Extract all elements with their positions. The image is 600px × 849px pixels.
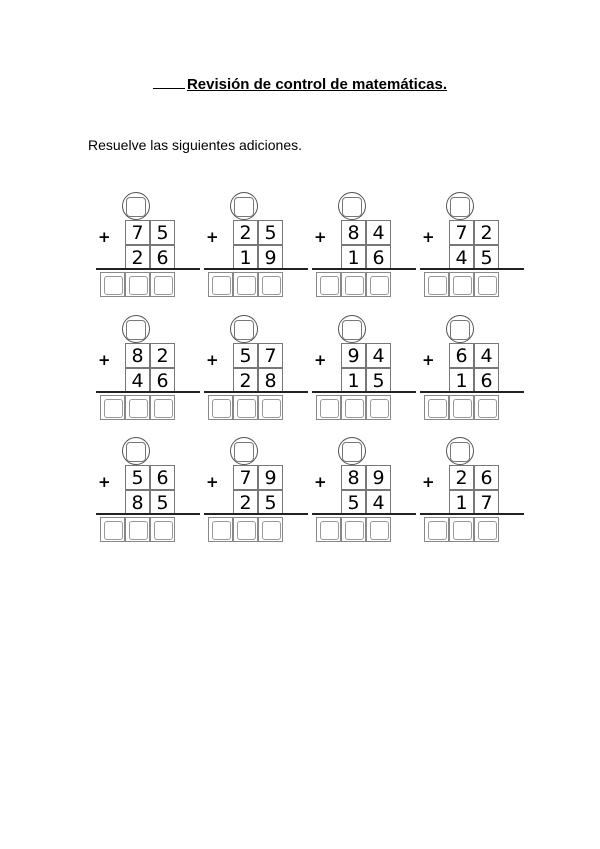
answer-box-inner[interactable] [428, 276, 447, 295]
plus-sign: + [422, 351, 435, 369]
answer-box-inner[interactable] [453, 399, 472, 418]
addend-bottom-digit: 4 [366, 490, 391, 515]
answer-box[interactable] [366, 395, 391, 420]
answer-box[interactable] [474, 272, 499, 297]
answer-box[interactable] [474, 517, 499, 542]
answer-box[interactable] [424, 395, 449, 420]
answer-box[interactable] [424, 272, 449, 297]
addend-bottom-digit: 1 [341, 368, 366, 393]
answer-box-inner[interactable] [345, 521, 364, 540]
answer-box-inner[interactable] [478, 521, 497, 540]
plus-sign: + [98, 351, 111, 369]
sum-line [312, 391, 416, 393]
carry-box[interactable] [234, 197, 254, 217]
answer-box[interactable] [316, 395, 341, 420]
addend-bottom-digit: 6 [150, 245, 175, 270]
carry-box[interactable] [450, 197, 470, 217]
answer-box[interactable] [208, 395, 233, 420]
addend-top-digit: 8 [341, 465, 366, 490]
addend-top-digit: 7 [233, 465, 258, 490]
carry-box[interactable] [234, 442, 254, 462]
addend-bottom-digit: 4 [449, 245, 474, 270]
sum-line [204, 268, 308, 270]
addend-bottom-digit: 5 [150, 490, 175, 515]
answer-box[interactable] [233, 395, 258, 420]
plus-sign: + [206, 228, 219, 246]
carry-box[interactable] [342, 442, 362, 462]
carry-box[interactable] [126, 442, 146, 462]
addition-problem [204, 315, 308, 437]
answer-box[interactable] [150, 395, 175, 420]
addend-top-digit: 9 [341, 343, 366, 368]
answer-box[interactable] [258, 517, 283, 542]
addend-bottom-digit: 9 [258, 245, 283, 270]
answer-box-inner[interactable] [104, 521, 123, 540]
addend-bottom-digit: 1 [449, 490, 474, 515]
addition-problem [420, 315, 524, 437]
plus-sign: + [314, 351, 327, 369]
addend-bottom-digit: 2 [233, 368, 258, 393]
addend-bottom-digit: 8 [258, 368, 283, 393]
addend-bottom-digit: 1 [449, 368, 474, 393]
addition-problem [96, 315, 200, 437]
carry-box[interactable] [450, 442, 470, 462]
addend-top-digit: 4 [366, 220, 391, 245]
answer-box-inner[interactable] [478, 276, 497, 295]
addend-bottom-digit: 6 [474, 368, 499, 393]
plus-sign: + [422, 473, 435, 491]
addend-bottom-digit: 2 [125, 245, 150, 270]
answer-box[interactable] [366, 272, 391, 297]
answer-box-inner[interactable] [370, 399, 389, 418]
title-text: Revisión de control de matemáticas. [186, 76, 448, 93]
answer-box-inner[interactable] [262, 276, 281, 295]
answer-box-inner[interactable] [345, 399, 364, 418]
addition-problem [420, 437, 524, 559]
answer-box[interactable] [208, 517, 233, 542]
answer-box-inner[interactable] [453, 521, 472, 540]
answer-box[interactable] [424, 517, 449, 542]
answer-box[interactable] [150, 272, 175, 297]
answer-box[interactable] [233, 272, 258, 297]
addition-problem [96, 192, 200, 314]
addend-top-digit: 6 [474, 465, 499, 490]
answer-box-inner[interactable] [262, 399, 281, 418]
addend-top-digit: 8 [125, 343, 150, 368]
sum-line [204, 391, 308, 393]
answer-box-inner[interactable] [129, 276, 148, 295]
answer-box-inner[interactable] [262, 521, 281, 540]
answer-box[interactable] [341, 517, 366, 542]
addition-problem [312, 315, 416, 437]
addition-problem [420, 192, 524, 314]
answer-box-inner[interactable] [345, 276, 364, 295]
addend-bottom-digit: 1 [233, 245, 258, 270]
answer-box[interactable] [150, 517, 175, 542]
answer-box[interactable] [474, 395, 499, 420]
answer-box[interactable] [125, 395, 150, 420]
answer-box-inner[interactable] [320, 399, 339, 418]
answer-box[interactable] [341, 272, 366, 297]
addend-top-digit: 7 [125, 220, 150, 245]
addend-top-digit: 5 [258, 220, 283, 245]
addend-top-digit: 7 [258, 343, 283, 368]
addition-problem [312, 192, 416, 314]
answer-box[interactable] [258, 272, 283, 297]
carry-box[interactable] [342, 197, 362, 217]
title-blank-underline [153, 76, 185, 89]
addend-bottom-digit: 2 [233, 490, 258, 515]
answer-box[interactable] [125, 272, 150, 297]
addend-top-digit: 8 [341, 220, 366, 245]
answer-box[interactable] [100, 395, 125, 420]
carry-box[interactable] [234, 320, 254, 340]
answer-box-inner[interactable] [154, 399, 173, 418]
answer-box-inner[interactable] [129, 399, 148, 418]
answer-box-inner[interactable] [320, 276, 339, 295]
answer-box-inner[interactable] [478, 399, 497, 418]
carry-box[interactable] [450, 320, 470, 340]
answer-box[interactable] [449, 517, 474, 542]
plus-sign: + [206, 473, 219, 491]
addend-top-digit: 5 [150, 220, 175, 245]
addend-bottom-digit: 5 [341, 490, 366, 515]
answer-box[interactable] [125, 517, 150, 542]
carry-box[interactable] [126, 197, 146, 217]
answer-box-inner[interactable] [428, 521, 447, 540]
addend-top-digit: 7 [449, 220, 474, 245]
addend-top-digit: 9 [366, 465, 391, 490]
answer-box[interactable] [100, 272, 125, 297]
addition-problem [204, 437, 308, 559]
addend-top-digit: 4 [474, 343, 499, 368]
answer-box-inner[interactable] [129, 521, 148, 540]
plus-sign: + [314, 473, 327, 491]
addend-top-digit: 2 [233, 220, 258, 245]
answer-box-inner[interactable] [237, 399, 256, 418]
answer-box-inner[interactable] [154, 521, 173, 540]
addend-top-digit: 4 [366, 343, 391, 368]
sum-line [420, 391, 524, 393]
sum-line [312, 268, 416, 270]
addition-problem [312, 437, 416, 559]
answer-box[interactable] [366, 517, 391, 542]
carry-box[interactable] [126, 320, 146, 340]
answer-box[interactable] [100, 517, 125, 542]
addend-bottom-digit: 6 [366, 245, 391, 270]
answer-box-inner[interactable] [104, 276, 123, 295]
addend-bottom-digit: 5 [474, 245, 499, 270]
addend-top-digit: 5 [233, 343, 258, 368]
answer-box-inner[interactable] [237, 276, 256, 295]
answer-box-inner[interactable] [212, 521, 231, 540]
answer-box[interactable] [258, 395, 283, 420]
addend-top-digit: 2 [150, 343, 175, 368]
answer-box-inner[interactable] [154, 276, 173, 295]
sum-line [96, 268, 200, 270]
addend-bottom-digit: 5 [258, 490, 283, 515]
plus-sign: + [98, 228, 111, 246]
addend-bottom-digit: 5 [366, 368, 391, 393]
addend-top-digit: 9 [258, 465, 283, 490]
addend-bottom-digit: 7 [474, 490, 499, 515]
sum-line [204, 513, 308, 515]
answer-box-inner[interactable] [370, 521, 389, 540]
sum-line [420, 513, 524, 515]
answer-box[interactable] [449, 395, 474, 420]
answer-box-inner[interactable] [237, 521, 256, 540]
instruction-text: Resuelve las siguientes adiciones. [88, 137, 303, 153]
sum-line [312, 513, 416, 515]
answer-box[interactable] [316, 272, 341, 297]
addend-bottom-digit: 4 [125, 368, 150, 393]
answer-box-inner[interactable] [428, 399, 447, 418]
answer-box-inner[interactable] [453, 276, 472, 295]
answer-box[interactable] [316, 517, 341, 542]
plus-sign: + [98, 473, 111, 491]
addend-bottom-digit: 1 [341, 245, 366, 270]
addition-problem [96, 437, 200, 559]
addition-problem [204, 192, 308, 314]
plus-sign: + [314, 228, 327, 246]
addend-top-digit: 2 [449, 465, 474, 490]
answer-box-inner[interactable] [212, 399, 231, 418]
answer-box-inner[interactable] [212, 276, 231, 295]
addend-top-digit: 6 [449, 343, 474, 368]
addend-top-digit: 5 [125, 465, 150, 490]
sum-line [420, 268, 524, 270]
answer-box[interactable] [208, 272, 233, 297]
plus-sign: + [206, 351, 219, 369]
addend-top-digit: 6 [150, 465, 175, 490]
page-title [0, 76, 600, 93]
answer-box[interactable] [341, 395, 366, 420]
carry-box[interactable] [342, 320, 362, 340]
addend-top-digit: 2 [474, 220, 499, 245]
answer-box-inner[interactable] [104, 399, 123, 418]
answer-box[interactable] [233, 517, 258, 542]
addend-bottom-digit: 6 [150, 368, 175, 393]
sum-line [96, 391, 200, 393]
plus-sign: + [422, 228, 435, 246]
sum-line [96, 513, 200, 515]
answer-box-inner[interactable] [320, 521, 339, 540]
answer-box[interactable] [449, 272, 474, 297]
answer-box-inner[interactable] [370, 276, 389, 295]
addend-bottom-digit: 8 [125, 490, 150, 515]
